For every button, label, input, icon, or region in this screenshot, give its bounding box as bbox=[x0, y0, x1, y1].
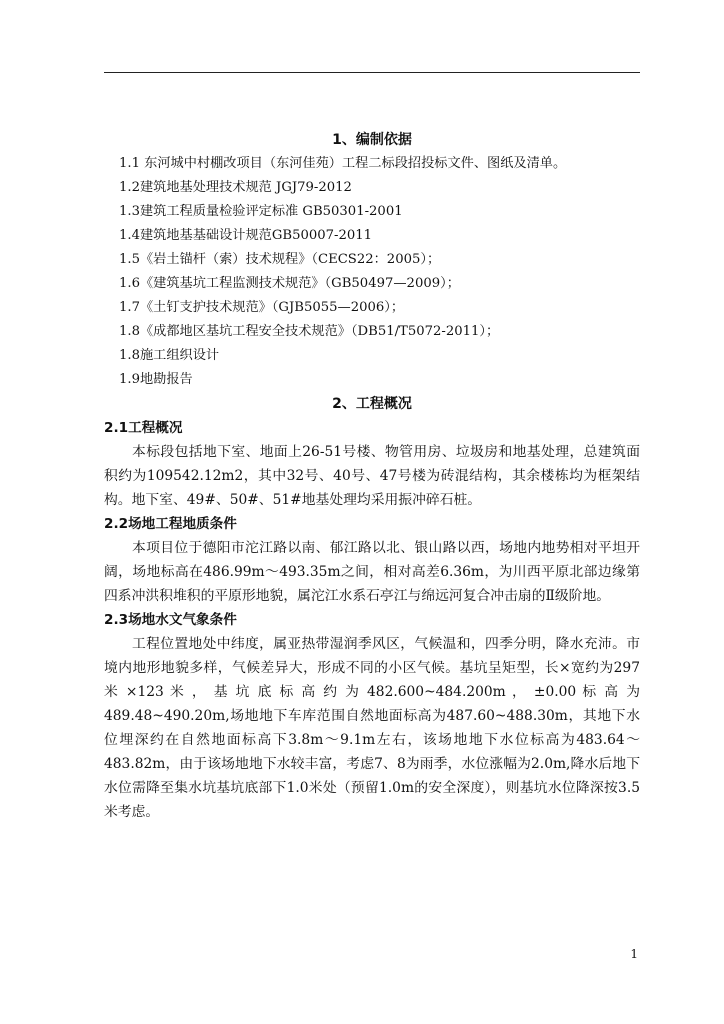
section-title-overview: 2、工程概况 bbox=[332, 396, 412, 412]
reference-item: 1.4建筑地基基础设计规范GB50007-2011 bbox=[119, 228, 373, 243]
reference-item: 1.8《成都地区基坑工程安全技术规范》（DB51/T5072-2011）； bbox=[119, 324, 500, 339]
subsection-heading-hydrology: 2.3场地水文气象条件 bbox=[104, 612, 237, 628]
reference-item: 1.1 东河城中村棚改项目（东河佳苑）工程二标段招投标文件、图纸及清单。 bbox=[119, 156, 567, 171]
paragraph-hydrology: 工程位置地处中纬度，属亚热带湿润季风区，气候温和，四季分明，降水充沛。市境内地形地貌多样，气候差异大，形成不同的小区气候。基坑呈矩型，长×宽约为297 米 ×123 米 ， 基 坑 底 标 高 约 为 482.600~484.200m ， ±0.00 标 高 为489.48~490.20m,场地地下车库范围自然地面标高为487.60~488.30m，其地下水位埋深约在自然地面标高下3.8m～9.1m左右，该场地地下水位标高为483.64～483.82m，由于该场地地下水较丰富，考虑7、8为雨季，水位涨幅为2.0m,降水后地下水位需降至集水坑基坑底部下1.0米处（预留1.0m的安全深度），则基坑水位降深按3.5米考虑。 bbox=[104, 636, 640, 820]
reference-item: 1.7《土钉支护技术规范》（GJB5055—2006）； bbox=[119, 300, 405, 315]
reference-item: 1.2建筑地基处理技术规范 JGJ79-2012 bbox=[119, 180, 352, 195]
page-number: 1 bbox=[630, 947, 638, 961]
subsection-heading-geology: 2.2场地工程地质条件 bbox=[104, 516, 237, 532]
reference-item: 1.8施工组织设计 bbox=[119, 348, 220, 363]
header-rule bbox=[104, 72, 640, 73]
reference-item: 1.3建筑工程质量检验评定标准 GB50301-2001 bbox=[119, 204, 403, 219]
reference-item: 1.6《建筑基坑工程监测技术规范》（GB50497—2009）； bbox=[119, 276, 460, 291]
document-page bbox=[104, 128, 640, 824]
reference-list bbox=[104, 152, 640, 392]
reference-item: 1.5《岩土锚杆（索）技术规程》（CECS22：2005）； bbox=[119, 252, 441, 267]
section-title-basis: 1、编制依据 bbox=[332, 132, 412, 148]
paragraph-geology: 本项目位于德阳市沱江路以南、郁江路以北、银山路以西，场地内地势相对平坦开阔，场地标高在486.99m～493.35m之间，相对高差6.36m，为川西平原北部边缘第四系冲洪积堆积的平原形地貌，属沱江水系石亭江与绵远河复合冲击扇的Ⅱ级阶地。 bbox=[104, 540, 640, 604]
paragraph-overview: 本标段包括地下室、地面上26-51号楼、物管用房、垃圾房和地基处理，总建筑面积约为109542.12m2，其中32号、40号、47号楼为砖混结构，其余楼栋均为框架结构。地下室、49#、50#、51#地基处理均采用振冲碎石桩。 bbox=[104, 444, 640, 508]
subsection-heading-overview: 2.1工程概况 bbox=[104, 420, 183, 436]
reference-item: 1.9地勘报告 bbox=[119, 372, 193, 387]
